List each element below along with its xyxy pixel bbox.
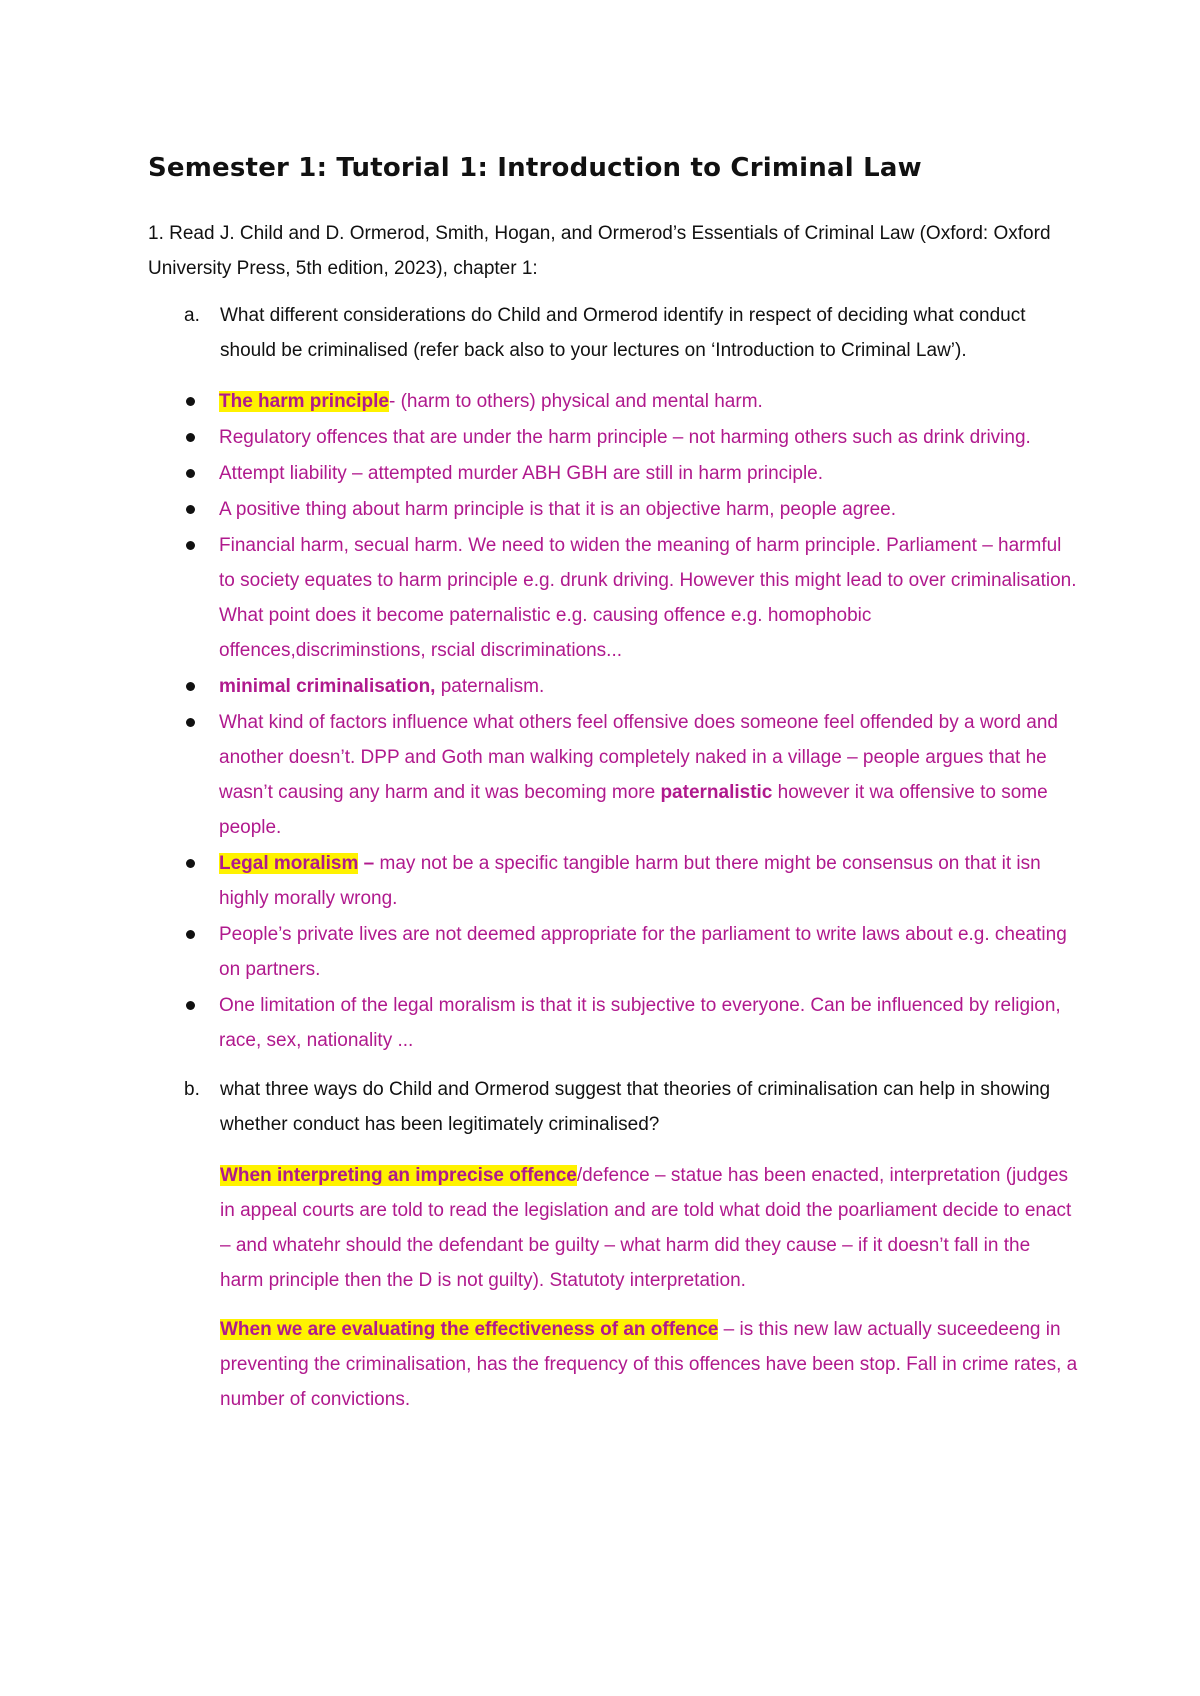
intro-paragraph: 1. Read J. Child and D. Ormerod, Smith, Hogan, and Ormerod’s Essentials of Criminal Law (Oxford: Oxford University Press, 5th edition, 2023), chapter 1: [148, 223, 1051, 279]
answer-b-paragraph [220, 1312, 1078, 1417]
answer-b-paragraph [220, 1158, 1078, 1298]
bullet-dot-icon [186, 469, 195, 478]
highlight-term: Legal moralism [219, 853, 359, 874]
question-b-text: what three ways do Child and Ormerod suggest that theories of criminalisation can help in showing whether conduct has been legitimately criminalised? [220, 1079, 1051, 1135]
bullet-dot-icon [186, 718, 195, 727]
bullet-item [148, 492, 1078, 527]
bullet-dot-icon [186, 433, 195, 442]
bullet-item [148, 917, 1078, 987]
bullet-text: Financial harm, secual harm. We need to widen the meaning of harm principle. Parliament – harmful to society equates to harm principle e.g. drunk driving. However this might lead to over criminalisation. What point does it become paternalistic e.g. causing offence e.g. homophobic offences,discriminstions, rscial discriminations... [219, 535, 1077, 661]
question-b-label: b. [184, 1079, 200, 1100]
page-title: Semester 1: Tutorial 1: Introduction to Criminal Law [148, 153, 922, 183]
document-content [148, 150, 1078, 1417]
bold-term: – [358, 853, 375, 874]
bullet-item [148, 846, 1078, 916]
highlight-term: When interpreting an imprecise offence [220, 1165, 577, 1186]
bullet-text: may not be a specific tangible harm but there might be consensus on that it isn highly morally wrong. [219, 853, 1041, 909]
bold-term: minimal criminalisation, [219, 676, 436, 697]
answer-text: /defence – statue has been enacted, interpretation (judges in appeal courts are told to read the legislation and are told what doid the poarliament decide to enact – and whatehr should the defendant be guilty – what harm did they cause – if it doesn’t fall in the harm principle then the D is not guilty). Statutoty interpretation. [220, 1165, 1072, 1291]
bullet-dot-icon [186, 859, 195, 868]
question-a-label: a. [184, 305, 200, 326]
bullet-dot-icon [186, 1001, 195, 1010]
question-a-text: What different considerations do Child and Ormerod identify in respect of deciding what conduct should be criminalised (refer back also to your lectures on ‘Introduction to Criminal Law’). [220, 305, 1026, 361]
bullet-text: Attempt liability – attempted murder ABH GBH are still in harm principle. [219, 463, 824, 484]
question-b [148, 1072, 1078, 1142]
bullet-dot-icon [186, 397, 195, 406]
bullet-dot-icon [186, 541, 195, 550]
bullet-item [148, 420, 1078, 455]
bullet-dot-icon [186, 930, 195, 939]
bullet-text: What kind of factors influence what others feel offensive does someone feel offended by a word and another doesn’t. DPP and Goth man walking completely naked in a village – people argues that he wasn’t causing any harm and it was becoming more [219, 712, 1058, 803]
bullet-text: - (harm to others) physical and mental harm. [388, 391, 763, 412]
question-a [148, 298, 1078, 368]
bold-term: paternalistic [660, 782, 773, 803]
bullet-text: A positive thing about harm principle is that it is an objective harm, people agree. [219, 499, 896, 520]
answer-a-bullets [148, 384, 1078, 1058]
highlight-term: The harm principle [219, 391, 389, 412]
bullet-item [148, 456, 1078, 491]
highlight-term: When we are evaluating the effectiveness of an offence [220, 1319, 719, 1340]
bullet-dot-icon [186, 505, 195, 514]
answer-text: – is this new law actually suceedeeng in preventing the criminalisation, has the frequency of this offences have been stop. Fall in crime rates, a number of convictions. [220, 1319, 1078, 1410]
bullet-text: People’s private lives are not deemed appropriate for the parliament to write laws about e.g. cheating on partners. [219, 924, 1067, 980]
bullet-dot-icon [186, 682, 195, 691]
bullet-text: paternalism. [435, 676, 545, 697]
bullet-item [148, 528, 1078, 668]
bullet-text: One limitation of the legal moralism is that it is subjective to everyone. Can be influenced by religion, race, sex, nationality ... [219, 995, 1061, 1051]
bullet-item [148, 384, 1078, 419]
bullet-item [148, 669, 1078, 704]
bullet-text-after: however it wa offensive to some people. [219, 782, 1048, 838]
bullet-text: Regulatory offences that are under the harm principle – not harming others such as drink driving. [219, 427, 1031, 448]
bullet-item [148, 988, 1078, 1058]
bullet-item [148, 705, 1078, 845]
